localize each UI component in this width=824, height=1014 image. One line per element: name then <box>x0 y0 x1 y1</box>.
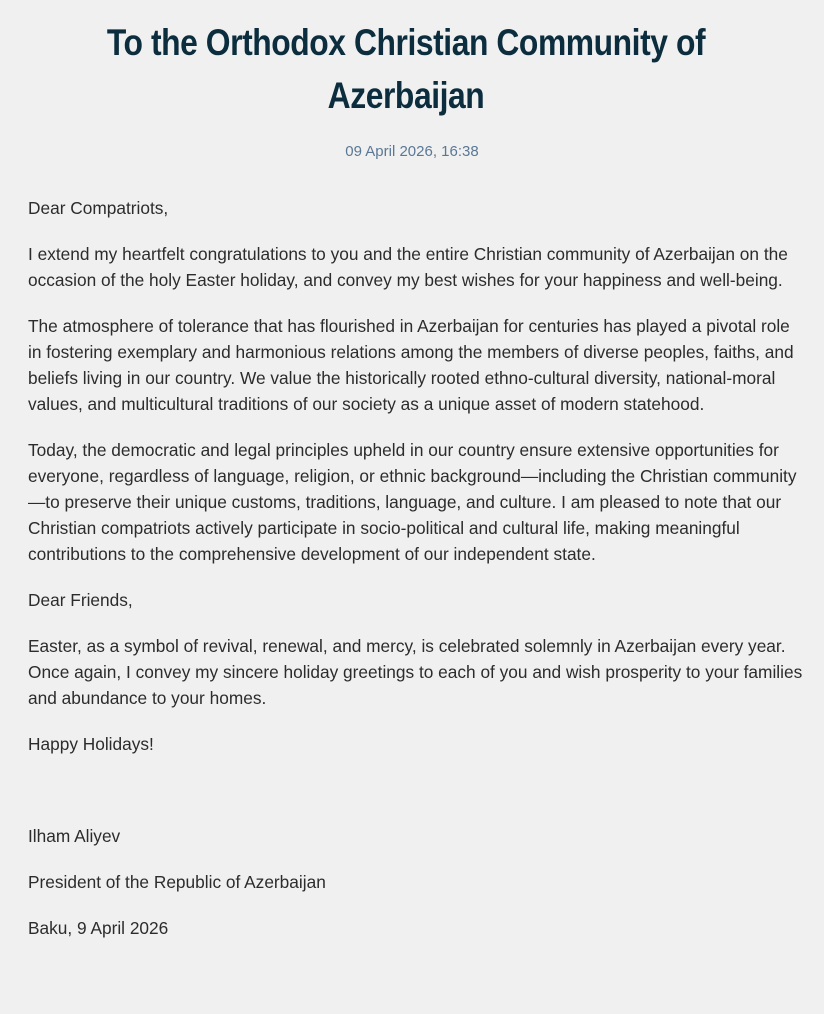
paragraph: Easter, as a symbol of revival, renewal, and mercy, is celebrated solemnly in Azerbaijan every year. Once again, I convey my sincere holiday greetings to each of you and wish prosperity to your families and abundance to your homes. <box>28 636 803 708</box>
paragraph: I extend my heartfelt congratulations to you and the entire Christian community of Azerbaijan on the occasion of the holy Easter holiday, and convey my best wishes for your happiness and well-being. <box>28 244 788 290</box>
closing-line: Happy Holidays! <box>28 734 154 754</box>
greeting: Dear Compatriots, <box>28 198 169 218</box>
signature-place-date: Baku, 9 April 2026 <box>28 918 169 938</box>
signature-position: President of the Republic of Azerbaijan <box>28 872 326 892</box>
paragraph: The atmosphere of tolerance that has flourished in Azerbaijan for centuries has played a pivotal role in fostering exemplary and harmonious relations among the members of diverse peoples, faiths, and beliefs living in our country. We value the historically rooted ethno-cultural diversity, national-moral values, and multicultural traditions of our society as a unique asset of modern statehood. <box>28 316 794 414</box>
paragraph: Today, the democratic and legal principles upheld in our country ensure extensive opportunities for everyone, regardless of language, religion, or ethnic background—including the Christian community—to preserve their unique customs, traditions, language, and culture. I am pleased to note that our Christian compatriots actively participate in socio-political and cultural life, making meaningful contributions to the comprehensive development of our independent state. <box>28 440 797 564</box>
page-title: To the Orthodox Christian Community of Azerbaijan <box>106 22 706 116</box>
greeting-friends: Dear Friends, <box>28 590 133 610</box>
publication-date: 09 April 2026, 16:38 <box>345 143 479 160</box>
signature-name: Ilham Aliyev <box>28 826 121 846</box>
spacer <box>28 777 804 823</box>
article-body <box>28 195 804 941</box>
